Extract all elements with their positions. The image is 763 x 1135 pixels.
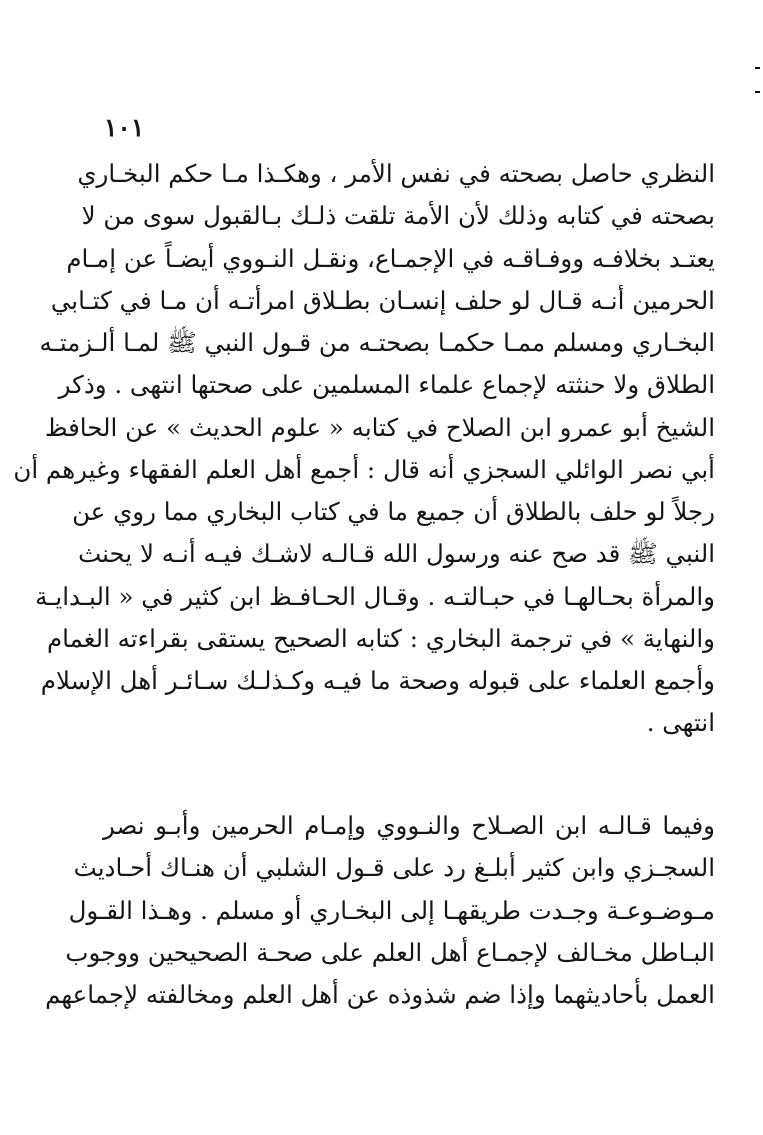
text-line: رجلاً لو حلف بالطلاق أن جميع ما في كتاب البخاري مما روي عن xyxy=(72,497,715,526)
text-line: انتهى . xyxy=(646,708,715,738)
text-line: النبي ﷺ قد صح عنه ورسول الله قـالـه لاشـك فيـه أنـه لا يحنث xyxy=(78,539,715,569)
text-line: مـوضـوعـة وجـدت طريقهـا إلى البخـاري أو مسلم . وهـذا القـول xyxy=(68,895,715,925)
page-number: ١٠١ xyxy=(104,113,145,142)
text-line: أبي نصر الوائلي السجزي أنه قال : أجمع أهل العلم الفقهاء وغيرهم أن xyxy=(13,454,715,484)
text-line: الطلاق ولا حنثته لإجماع علماء المسلمين على صحتها انتهى . وذكر xyxy=(58,370,715,400)
text-line: البـاطل مخـالف لإجمـاع أهل العلم على صحـة الصحيحين ووجوب xyxy=(65,937,715,967)
edge-mark xyxy=(755,67,760,69)
edge-mark xyxy=(755,91,760,93)
text-line: العمل بأحاديثهما وإذا ضم شذوذه عن أهل العلم ومخالفته لإجماعهم xyxy=(45,980,715,1009)
text-line: النظري حاصل بصحته في نفس الأمر ، وهكـذا مـا حكم البخـاري xyxy=(77,159,715,188)
text-line: يعتـد بخلافـه ووفـاقـه في الإجمـاع، ونقـل النـووي أيضـاً عن إمـام xyxy=(66,243,715,273)
paragraph xyxy=(13,153,715,745)
paragraph xyxy=(45,805,715,1016)
text-line: وأجمع العلماء على قبوله وصحة ما فيـه وكـذلـك سـائـر أهل الإسلام xyxy=(40,666,715,695)
text-line: الشيخ أبو عمرو ابن الصلاح في كتابه « علوم الحديث » عن الحافظ xyxy=(44,412,715,442)
text-line: والنهاية » في ترجمة البخاري : كتابه الصحيح يستقى بقراءته الغمام xyxy=(47,623,715,653)
text-line: والمرأة بحـالهـا في حبـالتـه . وقـال الحـافـظ ابن كثير في « البـدايـة xyxy=(35,581,715,611)
text-line: الحرمين أنـه قـال لو حلف إنسـان بطـلاق امرأتـه أن مـا في كتـابي xyxy=(50,285,715,315)
text-line: السجـزي وابن كثير أبلـغ رد على قـول الشلبي أن هنـاك أحـاديث xyxy=(73,853,715,883)
text-line: بصحته في كتابه وذلك لأن الأمة تلقت ذلـك بـالقبول سوى من لا xyxy=(81,201,715,231)
text-line: وفيما قـالـه ابن الصـلاح والنـووي وإمـام الحرمين وأبـو نصر xyxy=(103,811,715,840)
text-line: البخـاري ومسلم ممـا حكمـا بصحتـه من قـول النبي ﷺ لمـا ألـزمتـه xyxy=(39,328,715,357)
